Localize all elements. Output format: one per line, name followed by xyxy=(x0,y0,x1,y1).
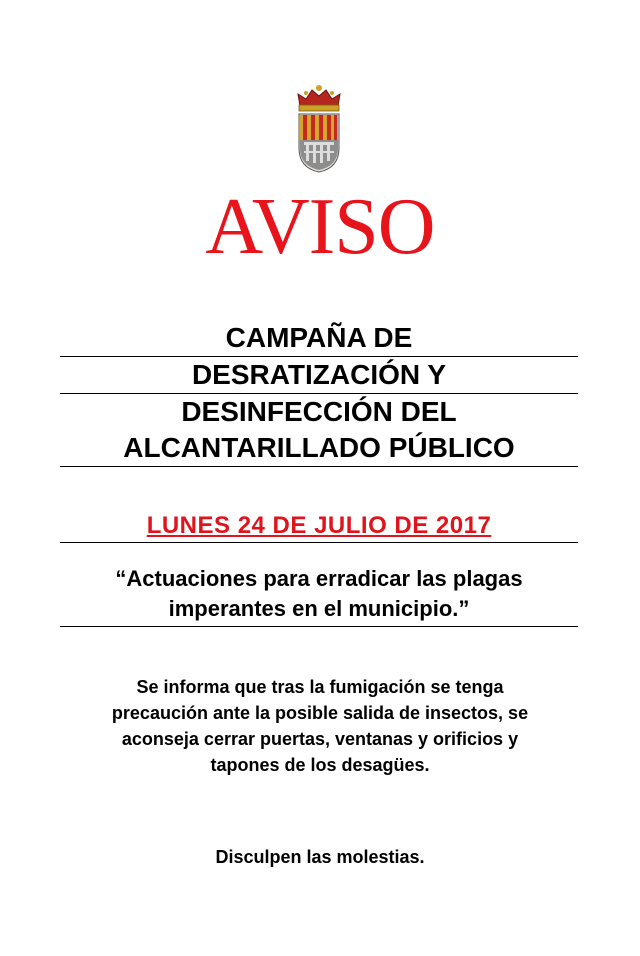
campaign-title-line: DESINFECCIÓN DEL xyxy=(181,396,457,427)
info-line: Se informa que tras la fumigación se tenga xyxy=(136,677,504,697)
info-line: tapones de los desagües. xyxy=(210,755,430,775)
information-paragraph xyxy=(40,674,600,778)
info-line: aconseja cerrar puertas, ventanas y orificios y xyxy=(121,729,519,749)
campaign-date: LUNES 24 DE JULIO DE 2017 xyxy=(60,508,578,543)
quote-line: “Actuaciones para erradicar las plagas xyxy=(115,566,523,591)
campaign-title-line: ALCANTARILLADO PÚBLICO xyxy=(60,430,578,467)
campaign-title xyxy=(60,320,578,467)
campaign-quote xyxy=(60,564,578,627)
quote-line: imperantes en el municipio.” xyxy=(60,594,578,627)
campaign-title-line: DESRATIZACIÓN Y xyxy=(60,357,578,394)
municipal-coat-of-arms-icon xyxy=(294,84,344,174)
info-line: precaución ante la posible salida de insectos, se xyxy=(111,703,529,723)
campaign-title-line: CAMPAÑA DE xyxy=(60,320,578,357)
notice-title: AVISO xyxy=(205,183,435,271)
closing-message: Disculpen las molestias. xyxy=(215,847,425,867)
